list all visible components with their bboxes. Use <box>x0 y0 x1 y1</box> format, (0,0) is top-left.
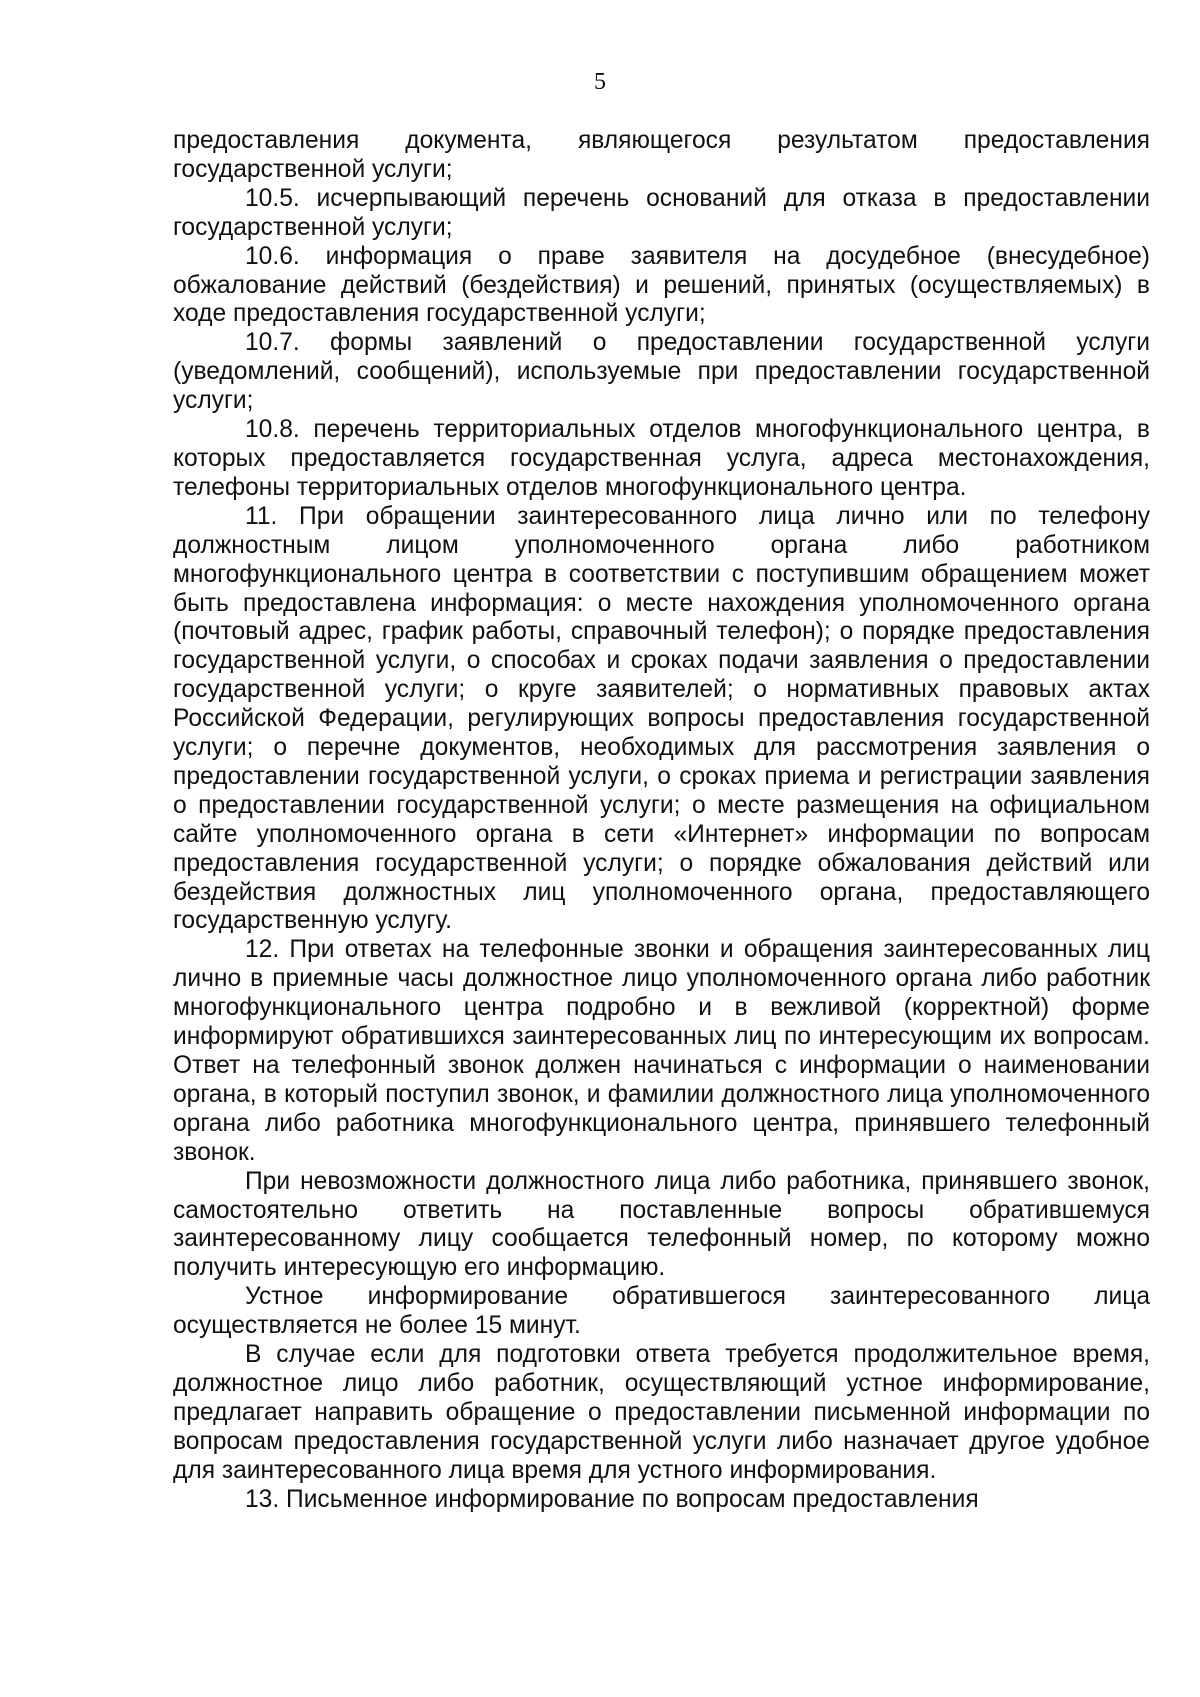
paragraph-10-8: 10.8. перечень территориальных отделов многофункционального центра, в которых предоставляется государственная услуга, адреса местонахождения, телефоны территориальных отделов многофункционального центра. <box>173 416 1150 501</box>
paragraph-12-extended-time: В случае если для подготовки ответа требуется продолжительное время, должностное лицо либо работник, осуществляющий устное информирование, предлагает направить обращение о предоставлении письменной информации по вопросам предоставления государственной услуги либо назначает другое удобное для заинтересованного лица время для устного информирования. <box>173 1341 1150 1484</box>
paragraph-10-6: 10.6. информация о праве заявителя на досудебное (внесудебное) обжалование действий (бездействия) и решений, принятых (осуществляемых) в ходе предоставления государственной услуги; <box>173 242 1150 328</box>
paragraph-continuation: предоставления документа, являющегося результатом предоставления государственной услуги; <box>173 127 1150 183</box>
page-number: 5 <box>594 69 606 95</box>
paragraph-10-7: 10.7. формы заявлений о предоставлении государственной услуги (уведомлений, сообщений), используемые при предоставлении государственной услуги; <box>173 329 1150 415</box>
paragraph-10-5: 10.5. исчерпывающий перечень оснований для отказа в предоставлении государственной услуги; <box>173 184 1150 241</box>
paragraph-12: 12. При ответах на телефонные звонки и обращения заинтересованных лиц лично в приемные часы должностное лицо уполномоченного органа либо работник многофункционального центра подробно и в вежливой (корректной) форме информируют обратившихся заинтересованных лиц по интересующим их вопросам. Ответ на телефонный звонок должен начинаться с информации о наименовании органа, в который поступил звонок, и фамилии должностного лица уполномоченного органа либо работника многофункционального центра, принявшего телефонный звонок. <box>173 936 1150 1166</box>
paragraph-13: 13. Письменное информирование по вопросам предоставления <box>245 1485 979 1513</box>
paragraph-12-phone-unavailable: При невозможности должностного лица либо работника, принявшего звонок, самостоятельно ответить на поставленные вопросы обратившемуся заинтересованному лицу сообщается телефонный номер, по которому можно получить интересующую его информацию. <box>173 1167 1150 1282</box>
paragraph-11: 11. При обращении заинтересованного лица лично или по телефону должностным лицом уполномоченного органа либо работником многофункционального центра в соответствии с поступившим обращением может быть предоставлена информация: о месте нахождения уполномоченного органа (почтовый адрес, график работы, справочный телефон); о порядке предоставления государственной услуги, о способах и сроках подачи заявления о предоставлении государственной услуги; о круге заявителей; о нормативных правовых актах Российской Федерации, регулирующих вопросы предоставления государственной услуги; о перечне документов, необходимых для рассмотрения заявления о предоставлении государственной услуги, о сроках приема и регистрации заявления о предоставлении государственной услуги; о месте размещения на официальном сайте уполномоченного органа в сети «Интернет» информации по вопросам предоставления государственной услуги; о порядке обжалования действий или бездействия должностных лиц уполномоченного органа, предоставляющего государственную услугу. <box>173 502 1150 935</box>
document-body <box>173 127 1150 1515</box>
paragraph-12-oral-duration: Устное информирование обратившегося заинтересованного лица осуществляется не более 15 минут. <box>173 1283 1150 1340</box>
